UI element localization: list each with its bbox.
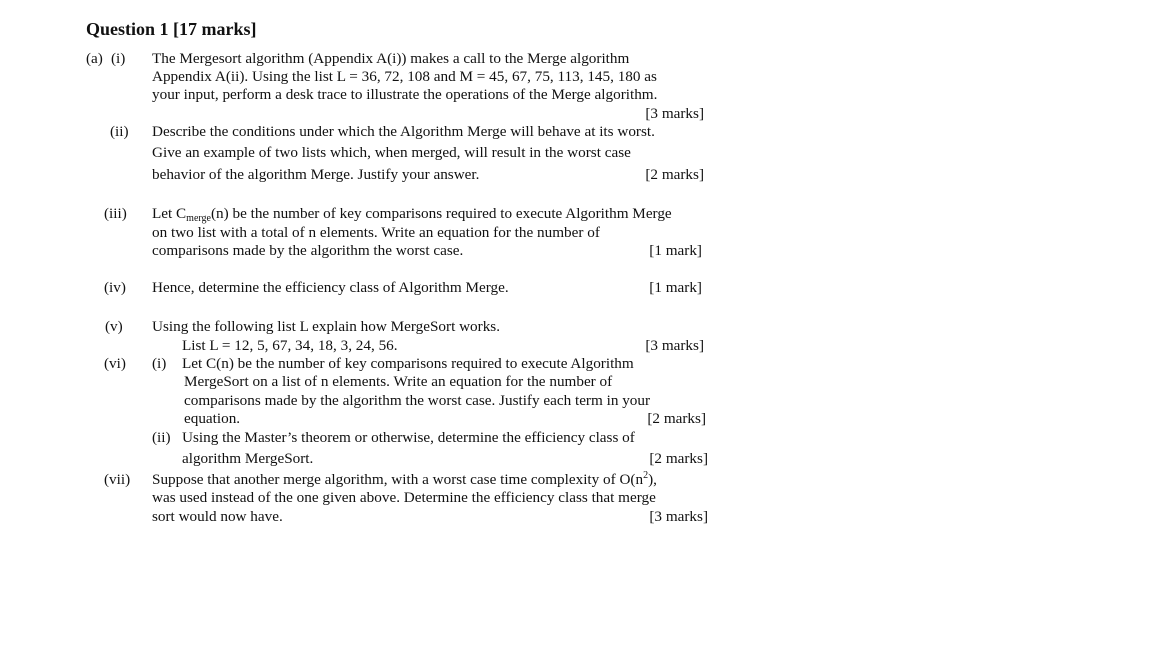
item-vii-marks: [3 marks] xyxy=(649,508,708,525)
item-ii-line-2: Give an example of two lists which, when merged, will result in the worst case xyxy=(152,144,631,161)
item-vii-line-3: sort would now have. xyxy=(152,508,283,525)
item-iii-line-1-post: (n) be the number of key comparisons required to execute Algorithm Merge xyxy=(210,205,672,222)
item-iii-line-1-pre: Let C xyxy=(152,205,187,222)
item-ii-label: (ii) xyxy=(110,123,129,140)
item-ii-line-3: behavior of the algorithm Merge. Justify your answer. xyxy=(152,166,480,183)
item-vi-sub-i-label: (i) xyxy=(152,355,167,372)
item-vi-sub-ii-line-1: Using the Master’s theorem or otherwise, determine the efficiency class of xyxy=(182,429,635,446)
item-vi-sub-i-line-2: MergeSort on a list of n elements. Write an equation for the number of xyxy=(184,373,613,390)
item-vi-sub-ii-marks: [2 marks] xyxy=(649,450,708,467)
item-vi-sub-i-line-4: equation. xyxy=(184,410,241,427)
item-vi-sub-i-line-1: Let C(n) be the number of key comparisons required to execute Algorithm xyxy=(182,355,634,372)
item-iii-marks: [1 mark] xyxy=(649,242,702,259)
item-vii-line-2: was used instead of the one given above. Determine the efficiency class that merge xyxy=(152,489,656,506)
item-iii-line-3: comparisons made by the algorithm the worst case. xyxy=(152,242,464,259)
item-vii-label: (vii) xyxy=(104,471,131,488)
item-i-line-3: your input, perform a desk trace to illustrate the operations of the Merge algorithm. xyxy=(152,86,658,103)
item-ii-marks: [2 marks] xyxy=(645,166,704,183)
item-iv-text: Hence, determine the efficiency class of Algorithm Merge. xyxy=(152,279,509,296)
item-v-line-2: List L = 12, 5, 67, 34, 18, 3, 24, 56. xyxy=(182,337,398,354)
c-merge-subscript: merge xyxy=(186,213,211,224)
item-ii-line-1: Describe the conditions under which the Algorithm Merge will behave at its worst. xyxy=(152,123,655,140)
item-vi-sub-ii-line-2: algorithm MergeSort. xyxy=(182,450,314,467)
item-iii-line-2: on two list with a total of n elements. Write an equation for the number of xyxy=(152,224,600,241)
item-iii-label: (iii) xyxy=(104,205,127,222)
item-i-label: (i) xyxy=(111,50,126,67)
item-i-marks: [3 marks] xyxy=(645,105,704,122)
item-i-line-1: The Mergesort algorithm (Appendix A(i)) makes a call to the Merge algorithm xyxy=(152,50,630,67)
item-i-line-2: Appendix A(ii). Using the list L = 36, 72, 108 and M = 45, 67, 75, 113, 145, 180 as xyxy=(152,68,657,85)
item-iv-marks: [1 mark] xyxy=(649,279,702,296)
item-iv-label: (iv) xyxy=(104,279,126,296)
item-vi-label: (vi) xyxy=(104,355,126,372)
item-v-marks: [3 marks] xyxy=(645,337,704,354)
part-a-label: (a) xyxy=(86,50,103,67)
question-title: Question 1 [17 marks] xyxy=(86,19,257,39)
item-vii-line-1 xyxy=(152,471,657,489)
item-iii-line-1 xyxy=(152,205,672,223)
item-vi-sub-i-marks: [2 marks] xyxy=(647,410,706,427)
item-v-label: (v) xyxy=(105,318,123,335)
item-vi-sub-ii-label: (ii) xyxy=(152,429,171,446)
n-squared-superscript: 2 xyxy=(643,470,649,481)
item-vi-sub-i-line-3: comparisons made by the algorithm the worst case. Justify each term in your xyxy=(184,392,651,409)
item-vii-line-1-post: ), xyxy=(648,471,657,488)
item-vii-line-1-pre: Suppose that another merge algorithm, with a worst case time complexity of O(n xyxy=(152,471,644,488)
item-v-line-1: Using the following list L explain how MergeSort works. xyxy=(152,318,501,335)
